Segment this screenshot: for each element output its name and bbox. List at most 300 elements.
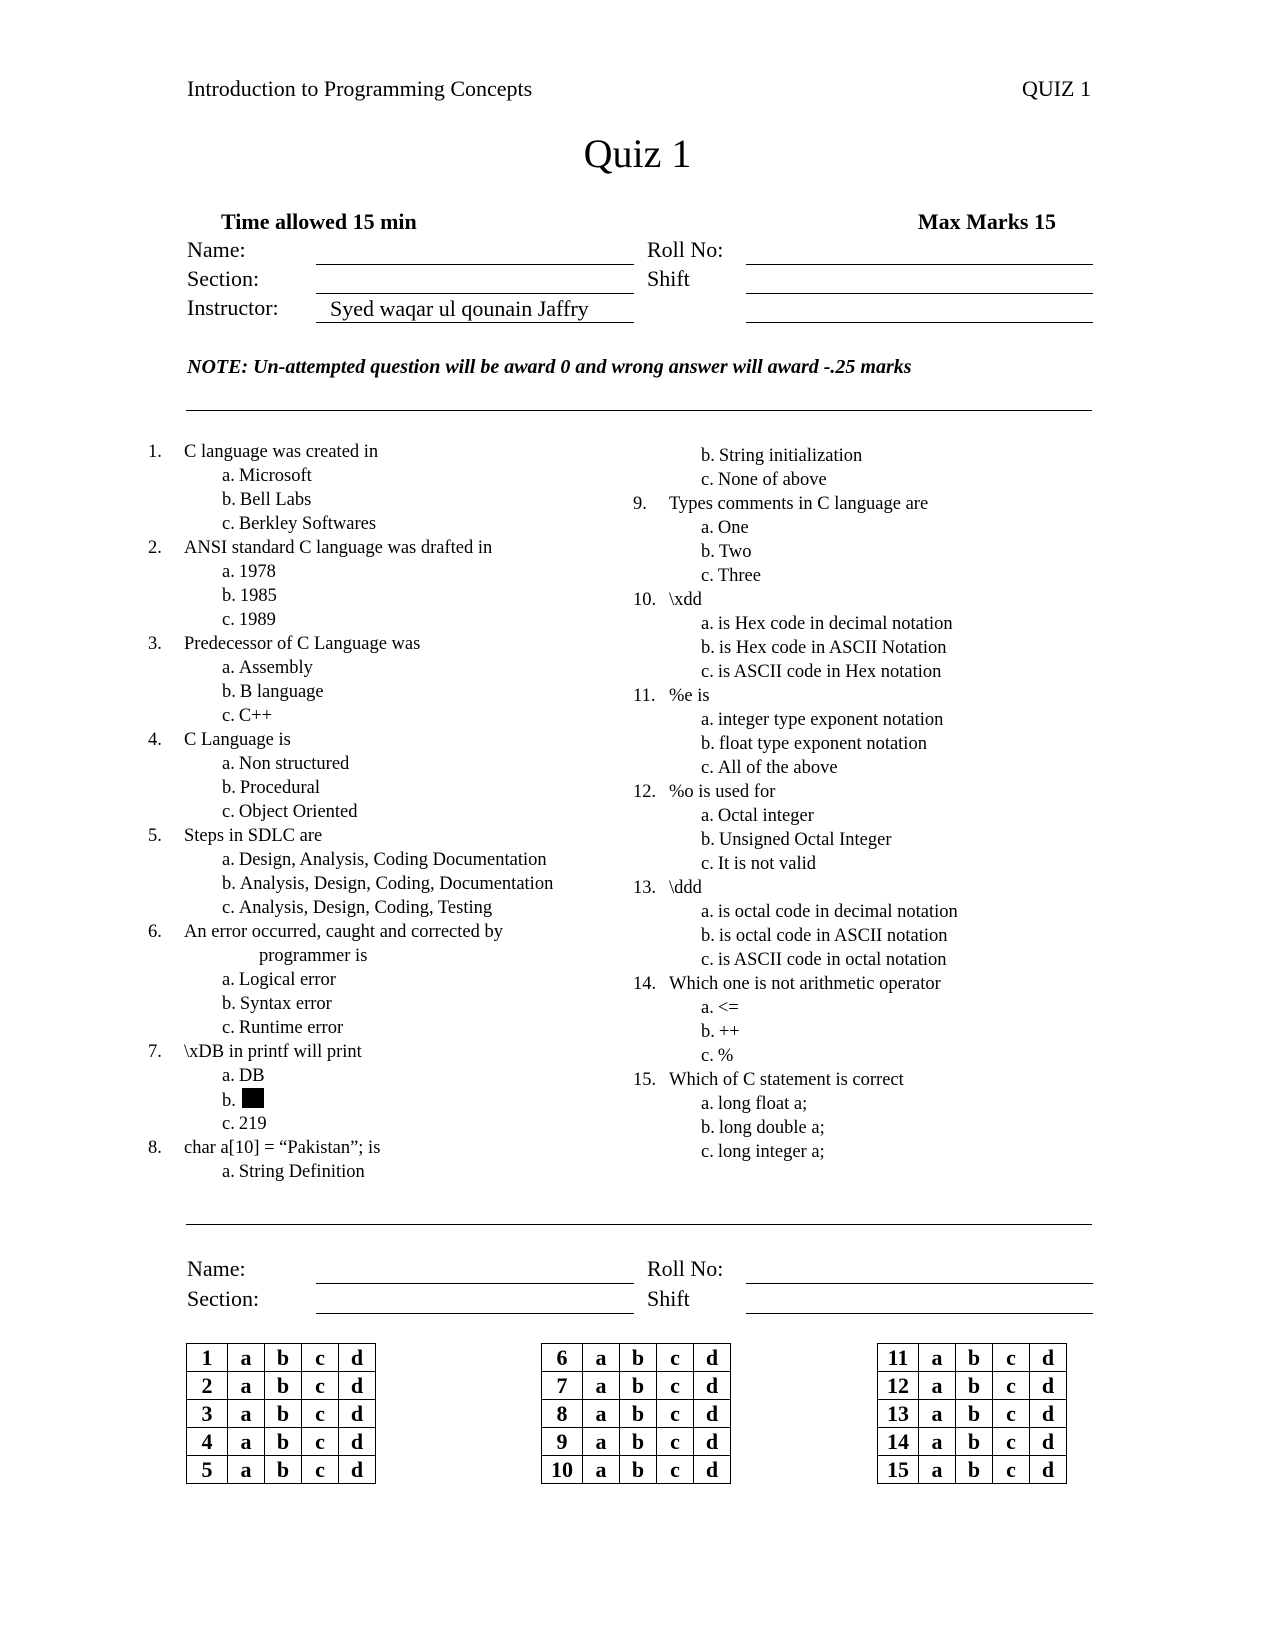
- question-number: 12.: [633, 782, 657, 802]
- answer-choice-cell[interactable]: d: [1030, 1344, 1067, 1372]
- answer-choice-cell[interactable]: b: [620, 1344, 657, 1372]
- answer-option: [633, 732, 1113, 756]
- question-text: Predecessor of C Language was: [184, 634, 421, 654]
- answer-option: [633, 516, 1113, 540]
- answer-option: [633, 564, 1113, 588]
- question-text: Which of C statement is correct: [669, 1070, 904, 1090]
- answer-option: [148, 704, 648, 728]
- answer-choice-cell[interactable]: d: [339, 1372, 376, 1400]
- answer-number: 13: [878, 1400, 919, 1428]
- option-letter: b.: [701, 446, 715, 466]
- option-text: Syntax error: [239, 994, 332, 1014]
- max-marks: Max Marks 15: [917, 209, 1056, 234]
- answer-option: [148, 848, 648, 872]
- questions-left-column: [148, 440, 648, 1184]
- question-number: 11.: [633, 686, 656, 706]
- answer-row: [542, 1428, 731, 1456]
- option-letter: a.: [701, 806, 714, 826]
- answer-choice-cell[interactable]: b: [265, 1372, 302, 1400]
- answer-choice-cell[interactable]: c: [993, 1372, 1030, 1400]
- answer-option: [633, 1116, 1113, 1140]
- answer-option: [148, 608, 648, 632]
- option-text: None of above: [717, 470, 827, 490]
- answer-choice-cell[interactable]: c: [302, 1372, 339, 1400]
- option-letter: a.: [701, 1094, 714, 1114]
- option-letter: c.: [701, 950, 714, 970]
- answer-choice-cell[interactable]: c: [993, 1344, 1030, 1372]
- question: [633, 780, 1113, 804]
- question-number: 8.: [148, 1138, 162, 1158]
- option-text: Microsoft: [238, 466, 312, 486]
- section-field[interactable]: [316, 1313, 634, 1314]
- answer-number: 9: [542, 1428, 583, 1456]
- option-letter: c.: [222, 898, 235, 918]
- option-text: is Hex code in decimal notation: [717, 614, 953, 634]
- option-text: DB: [238, 1066, 265, 1086]
- answer-option: [633, 1092, 1113, 1116]
- option-letter: b.: [701, 734, 715, 754]
- option-letter: b.: [701, 1022, 715, 1042]
- answer-choice-cell[interactable]: b: [620, 1372, 657, 1400]
- answer-choice-cell[interactable]: d: [694, 1456, 731, 1484]
- option-letter: c.: [222, 1114, 235, 1134]
- question-text: ANSI standard C language was drafted in: [184, 538, 493, 558]
- option-text: One: [717, 518, 749, 538]
- option-text: Procedural: [239, 778, 321, 798]
- answer-choice-cell[interactable]: b: [265, 1400, 302, 1428]
- option-letter: b.: [222, 994, 236, 1014]
- shift-field[interactable]: [746, 293, 1093, 294]
- answer-option: [633, 828, 1113, 852]
- option-text: Object Oriented: [238, 802, 358, 822]
- question-text: Steps in SDLC are: [184, 826, 323, 846]
- option-text: It is not valid: [717, 854, 816, 874]
- answer-number: 7: [542, 1372, 583, 1400]
- question-number: 10.: [633, 590, 657, 610]
- answer-choice-cell[interactable]: a: [228, 1400, 265, 1428]
- answer-row: [878, 1456, 1067, 1484]
- question: [148, 824, 648, 848]
- option-text: float type exponent notation: [718, 734, 927, 754]
- option-text: All of the above: [717, 758, 838, 778]
- answer-option: [633, 1140, 1113, 1164]
- answer-choice-cell[interactable]: c: [657, 1456, 694, 1484]
- question-text: Which one is not arithmetic operator: [669, 974, 941, 994]
- option-letter: b.: [222, 682, 236, 702]
- answer-option: [633, 948, 1113, 972]
- option-text: Non structured: [238, 754, 350, 774]
- answer-choice-cell[interactable]: b: [956, 1344, 993, 1372]
- option-letter: b.: [701, 926, 715, 946]
- option-text: is Hex code in ASCII Notation: [718, 638, 947, 658]
- quiz-tag: QUIZ 1: [1021, 76, 1091, 101]
- option-text: Analysis, Design, Coding, Documentation: [239, 874, 554, 894]
- answer-choice-cell[interactable]: d: [1030, 1428, 1067, 1456]
- answer-choice-cell[interactable]: d: [694, 1428, 731, 1456]
- option-text: 1985: [239, 586, 277, 606]
- answer-choice-cell[interactable]: a: [228, 1428, 265, 1456]
- course-title: Introduction to Programming Concepts: [187, 76, 533, 101]
- answer-option: [148, 1160, 648, 1184]
- answer-choice-cell[interactable]: c: [993, 1456, 1030, 1484]
- name-label: Name:: [187, 1256, 246, 1281]
- option-letter: a.: [222, 466, 235, 486]
- section-field[interactable]: [316, 293, 634, 294]
- name-field[interactable]: [316, 1283, 634, 1284]
- option-text: Design, Analysis, Coding Documentation: [238, 850, 547, 870]
- option-text: Logical error: [238, 970, 336, 990]
- answer-choice-cell[interactable]: a: [919, 1344, 956, 1372]
- answer-choice-cell[interactable]: d: [339, 1400, 376, 1428]
- answer-row: [542, 1344, 731, 1372]
- option-text: Berkley Softwares: [238, 514, 377, 534]
- answer-choice-cell[interactable]: c: [993, 1428, 1030, 1456]
- question-number: 6.: [148, 922, 162, 942]
- answer-choice-cell[interactable]: c: [657, 1344, 694, 1372]
- answer-choice-cell[interactable]: a: [919, 1428, 956, 1456]
- option-letter: b.: [701, 830, 715, 850]
- option-text: B language: [239, 682, 324, 702]
- option-text: long double a;: [718, 1118, 825, 1138]
- option-letter: c.: [701, 662, 714, 682]
- answer-choice-cell[interactable]: a: [228, 1344, 265, 1372]
- option-letter: b.: [222, 490, 236, 510]
- roll-label: Roll No:: [647, 1256, 724, 1281]
- question-text: An error occurred, caught and corrected by: [184, 922, 503, 942]
- option-letter: b.: [701, 542, 715, 562]
- option-letter: c.: [701, 1142, 714, 1162]
- answer-option: [633, 468, 1113, 492]
- answer-choice-cell[interactable]: a: [919, 1372, 956, 1400]
- roll-label: Roll No:: [647, 237, 724, 262]
- question-number: 7.: [148, 1042, 162, 1062]
- answer-option: [148, 992, 648, 1016]
- answer-option: [633, 1020, 1113, 1044]
- answer-number: 2: [187, 1372, 228, 1400]
- question: [148, 728, 648, 752]
- answer-row: [187, 1344, 376, 1372]
- answer-choice-cell[interactable]: a: [583, 1372, 620, 1400]
- option-text: is octal code in ASCII notation: [718, 926, 948, 946]
- option-text: is octal code in decimal notation: [717, 902, 958, 922]
- question-text: C Language is: [184, 730, 291, 750]
- answer-number: 4: [187, 1428, 228, 1456]
- question-number: 2.: [148, 538, 162, 558]
- question: [148, 536, 648, 560]
- answer-choice-cell[interactable]: c: [302, 1456, 339, 1484]
- question-text-continued: programmer is: [259, 946, 368, 966]
- option-text: integer type exponent notation: [717, 710, 944, 730]
- question: [633, 1068, 1113, 1092]
- option-letter: a.: [222, 754, 235, 774]
- roll-field[interactable]: [746, 1283, 1093, 1284]
- question: [633, 588, 1113, 612]
- answer-choice-cell[interactable]: d: [1030, 1400, 1067, 1428]
- answer-choice-cell[interactable]: b: [956, 1456, 993, 1484]
- answer-option: [148, 1064, 648, 1088]
- answer-choice-cell[interactable]: a: [583, 1400, 620, 1428]
- option-text: 1989: [238, 610, 276, 630]
- answer-option: [148, 584, 648, 608]
- answer-row: [878, 1428, 1067, 1456]
- answer-choice-cell[interactable]: b: [620, 1400, 657, 1428]
- shift-field[interactable]: [746, 1313, 1093, 1314]
- block-character-icon: [242, 1088, 264, 1108]
- option-text: long integer a;: [717, 1142, 825, 1162]
- option-letter: c.: [701, 1046, 714, 1066]
- answer-option: [633, 708, 1113, 732]
- answer-row: [187, 1372, 376, 1400]
- answer-row: [542, 1400, 731, 1428]
- option-letter: a.: [701, 998, 714, 1018]
- section-label: Section:: [187, 1286, 260, 1311]
- question: [633, 492, 1113, 516]
- option-letter: c.: [701, 758, 714, 778]
- option-text: Runtime error: [238, 1018, 344, 1038]
- answer-number: 5: [187, 1456, 228, 1484]
- answer-number: 10: [542, 1456, 583, 1484]
- question: [148, 1136, 648, 1160]
- answer-option: [148, 488, 648, 512]
- option-text: Octal integer: [717, 806, 814, 826]
- answer-choice-cell[interactable]: d: [694, 1372, 731, 1400]
- question: [633, 876, 1113, 900]
- option-text: 219: [238, 1114, 267, 1134]
- answer-number: 14: [878, 1428, 919, 1456]
- answer-option: [633, 444, 1113, 468]
- option-text: is ASCII code in Hex notation: [717, 662, 942, 682]
- answer-choice-cell[interactable]: c: [657, 1428, 694, 1456]
- answer-choice-cell[interactable]: c: [302, 1428, 339, 1456]
- option-letter: b.: [222, 778, 236, 798]
- instructor-field[interactable]: [316, 322, 634, 323]
- note: NOTE: Un-attempted question will be award 0 and wrong answer will award -.25 marks: [187, 356, 912, 378]
- option-text: ++: [718, 1022, 740, 1042]
- option-letter: a.: [222, 970, 235, 990]
- option-letter: a.: [701, 614, 714, 634]
- answer-choice-cell[interactable]: b: [620, 1456, 657, 1484]
- option-letter: a.: [222, 850, 235, 870]
- option-letter: c.: [222, 514, 235, 534]
- answer-option: [148, 512, 648, 536]
- question: [633, 972, 1113, 996]
- answer-number: 1: [187, 1344, 228, 1372]
- answer-option: [148, 1112, 648, 1136]
- answer-row: [878, 1400, 1067, 1428]
- question-text: C language was created in: [184, 442, 379, 462]
- question-text: %o is used for: [669, 782, 776, 802]
- answer-option: [633, 660, 1113, 684]
- answer-choice-cell[interactable]: b: [265, 1428, 302, 1456]
- answer-choice-cell[interactable]: b: [265, 1344, 302, 1372]
- option-letter: c.: [222, 706, 235, 726]
- option-letter: a.: [222, 658, 235, 678]
- page-title: Quiz 1: [583, 131, 692, 176]
- answer-choice-cell[interactable]: c: [657, 1372, 694, 1400]
- answer-choice-cell[interactable]: b: [956, 1372, 993, 1400]
- answer-option: [633, 852, 1113, 876]
- question-number: 3.: [148, 634, 162, 654]
- answer-choice-cell[interactable]: c: [302, 1400, 339, 1428]
- roll-field[interactable]: [746, 264, 1093, 265]
- extra-field[interactable]: [746, 322, 1093, 323]
- answer-choice-cell[interactable]: b: [956, 1400, 993, 1428]
- question-number: 4.: [148, 730, 162, 750]
- option-letter: a.: [222, 1162, 235, 1182]
- answer-option: [148, 896, 648, 920]
- answer-number: 12: [878, 1372, 919, 1400]
- answer-number: 8: [542, 1400, 583, 1428]
- shift-label: Shift: [647, 266, 690, 291]
- option-letter: a.: [701, 518, 714, 538]
- answer-option: [148, 464, 648, 488]
- question-number: 14.: [633, 974, 657, 994]
- time-allowed: Time allowed 15 min: [221, 209, 417, 234]
- answer-row: [187, 1428, 376, 1456]
- option-letter: b.: [222, 874, 236, 894]
- option-text: 1978: [238, 562, 276, 582]
- answer-choice-cell[interactable]: c: [657, 1400, 694, 1428]
- answer-option: [633, 804, 1113, 828]
- answer-choice-cell[interactable]: d: [1030, 1456, 1067, 1484]
- option-letter: c.: [222, 1018, 235, 1038]
- option-letter: a.: [222, 1066, 235, 1086]
- answer-row: [187, 1400, 376, 1428]
- answer-option: [148, 1088, 648, 1112]
- answer-row: [878, 1344, 1067, 1372]
- option-text: <=: [717, 998, 739, 1018]
- answer-option: [633, 612, 1113, 636]
- question-text: %e is: [669, 686, 710, 706]
- question-number: 13.: [633, 878, 657, 898]
- questions-right-column: [633, 444, 1113, 1164]
- question-text: \ddd: [669, 878, 702, 898]
- answer-number: 3: [187, 1400, 228, 1428]
- answer-choice-cell[interactable]: b: [956, 1428, 993, 1456]
- answer-choice-cell[interactable]: a: [228, 1456, 265, 1484]
- answer-row: [878, 1372, 1067, 1400]
- answer-option: [148, 968, 648, 992]
- question-number: 9.: [633, 494, 647, 514]
- answer-number: 15: [878, 1456, 919, 1484]
- divider: [186, 1224, 1092, 1225]
- answer-option: [148, 680, 648, 704]
- answer-option: [633, 756, 1113, 780]
- option-letter: b.: [222, 1091, 236, 1111]
- answer-grid: [541, 1343, 731, 1484]
- answer-option: [633, 924, 1113, 948]
- option-letter: c.: [701, 470, 714, 490]
- option-text: is ASCII code in octal notation: [717, 950, 947, 970]
- answer-option: [148, 656, 648, 680]
- answer-choice-cell[interactable]: a: [919, 1456, 956, 1484]
- option-text: Three: [717, 566, 761, 586]
- question-number: 1.: [148, 442, 162, 462]
- option-letter: a.: [701, 902, 714, 922]
- option-text: String initialization: [718, 446, 863, 466]
- question: [148, 632, 648, 656]
- option-text: Analysis, Design, Coding, Testing: [238, 898, 493, 918]
- answer-grid: [186, 1343, 376, 1484]
- question-text: char a[10] = “Pakistan”; is: [184, 1138, 381, 1158]
- question-text: \xdd: [669, 590, 702, 610]
- option-text: Bell Labs: [239, 490, 312, 510]
- answer-option: [633, 996, 1113, 1020]
- divider: [186, 410, 1092, 411]
- answer-choice-cell[interactable]: b: [265, 1456, 302, 1484]
- option-letter: c.: [222, 610, 235, 630]
- answer-option: [633, 1044, 1113, 1068]
- option-text: %: [717, 1046, 734, 1066]
- answer-option: [148, 1016, 648, 1040]
- answer-choice-cell[interactable]: b: [620, 1428, 657, 1456]
- question-text: \xDB in printf will print: [184, 1042, 362, 1062]
- section-label: Section:: [187, 266, 260, 291]
- instructor-value: Syed waqar ul qounain Jaffry: [330, 296, 589, 321]
- question: [633, 684, 1113, 708]
- answer-choice-cell[interactable]: a: [583, 1456, 620, 1484]
- answer-choice-cell[interactable]: d: [339, 1344, 376, 1372]
- name-label: Name:: [187, 237, 246, 262]
- option-letter: b.: [701, 638, 715, 658]
- question: [148, 1040, 648, 1064]
- answer-option: [633, 540, 1113, 564]
- answer-choice-cell[interactable]: d: [339, 1456, 376, 1484]
- answer-choice-cell[interactable]: d: [1030, 1372, 1067, 1400]
- question-number: 5.: [148, 826, 162, 846]
- option-letter: b.: [701, 1118, 715, 1138]
- answer-choice-cell[interactable]: a: [919, 1400, 956, 1428]
- option-text: String Definition: [238, 1162, 365, 1182]
- answer-choice-cell[interactable]: a: [583, 1344, 620, 1372]
- answer-option: [148, 872, 648, 896]
- option-letter: a.: [222, 562, 235, 582]
- answer-choice-cell[interactable]: c: [993, 1400, 1030, 1428]
- option-text: C++: [238, 706, 273, 726]
- answer-number: 6: [542, 1344, 583, 1372]
- answer-grid: [877, 1343, 1067, 1484]
- option-text: long float a;: [717, 1094, 808, 1114]
- answer-row: [542, 1372, 731, 1400]
- question-text: Types comments in C language are: [669, 494, 929, 514]
- option-letter: b.: [222, 586, 236, 606]
- option-letter: a.: [701, 710, 714, 730]
- option-letter: c.: [222, 802, 235, 822]
- answer-choice-cell[interactable]: d: [694, 1344, 731, 1372]
- answer-option: [633, 900, 1113, 924]
- instructor-label: Instructor:: [187, 295, 279, 320]
- answer-option: [148, 800, 648, 824]
- option-text: Unsigned Octal Integer: [718, 830, 892, 850]
- answer-option: [148, 776, 648, 800]
- answer-number: 11: [878, 1344, 919, 1372]
- name-field[interactable]: [316, 264, 634, 265]
- option-text: Assembly: [238, 658, 313, 678]
- answer-option: [633, 636, 1113, 660]
- option-text: Two: [718, 542, 752, 562]
- answer-option: [148, 560, 648, 584]
- answer-choice-cell[interactable]: a: [583, 1428, 620, 1456]
- answer-choice-cell[interactable]: d: [694, 1400, 731, 1428]
- option-letter: c.: [701, 566, 714, 586]
- option-letter: c.: [701, 854, 714, 874]
- question-number: 15.: [633, 1070, 657, 1090]
- answer-option: [148, 752, 648, 776]
- answer-choice-cell[interactable]: d: [339, 1428, 376, 1456]
- answer-row: [542, 1456, 731, 1484]
- answer-choice-cell[interactable]: c: [302, 1344, 339, 1372]
- answer-choice-cell[interactable]: a: [228, 1372, 265, 1400]
